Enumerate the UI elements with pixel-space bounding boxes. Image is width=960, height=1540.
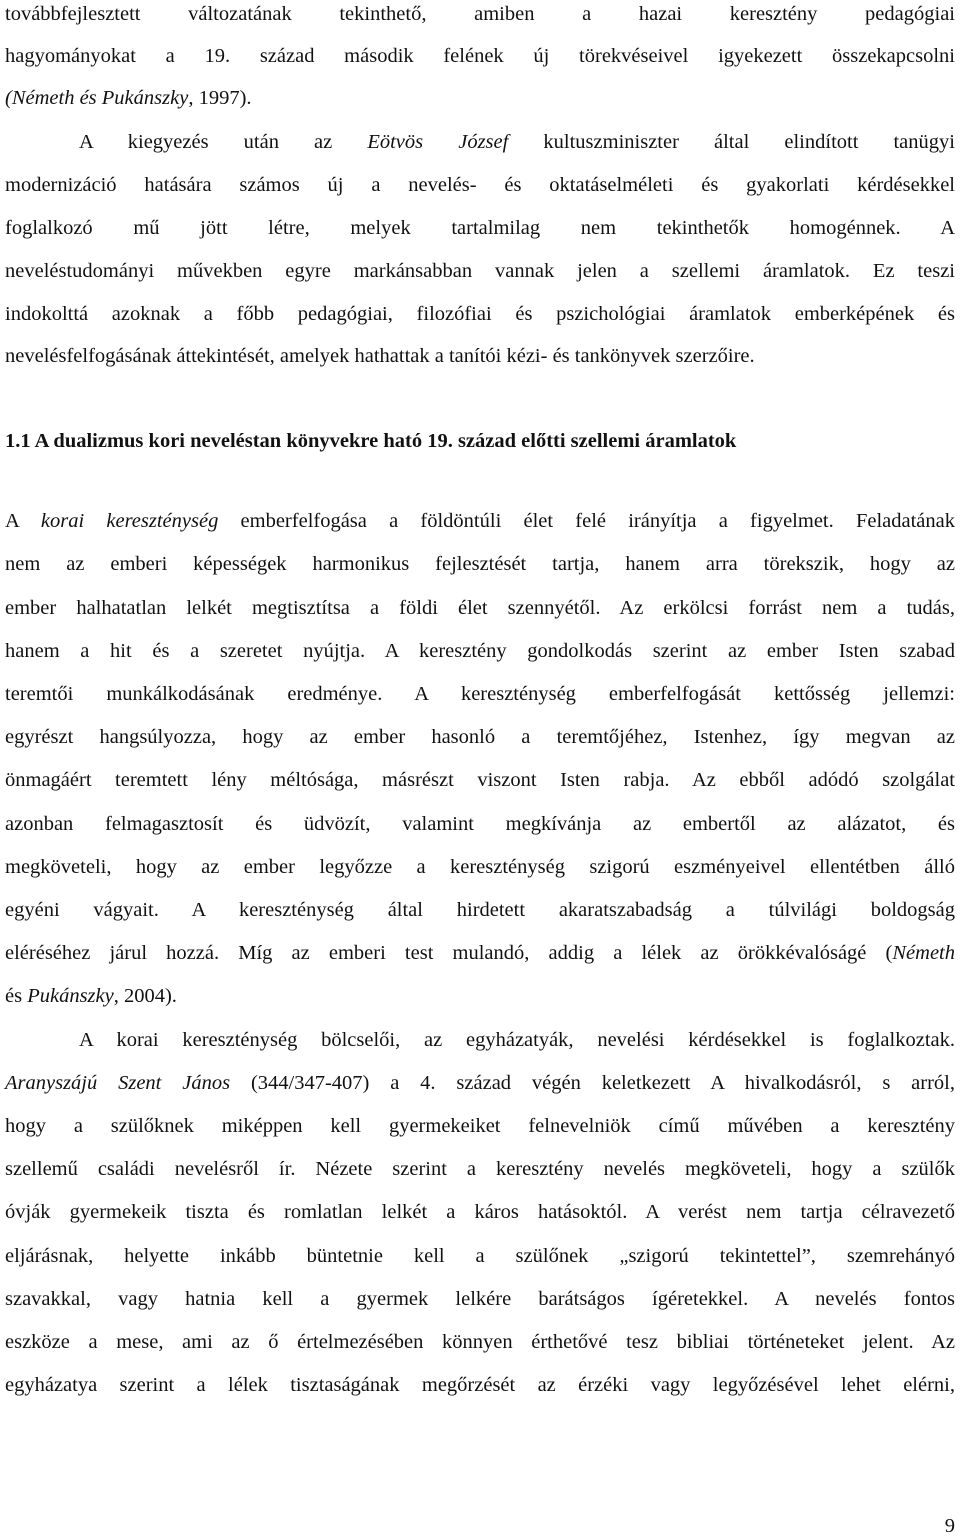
text-run: A korai kereszténység bölcselői, az egyházatyák, nevelési kérdésekkel is foglalkoztak.	[79, 1029, 955, 1051]
text-run: nevelésfelfogásának áttekintését, amelyek hathattak a tanítói kézi- és tankönyvek szerzőire.	[5, 345, 755, 367]
text-line	[5, 1155, 955, 1183]
text-line	[5, 507, 955, 535]
text-run: ember halhatatlan lelkét megtisztítsa a földi élet szennyétől. Az erkölcsi forrást nem a tudás,	[5, 597, 955, 619]
italic-run: Németh	[892, 942, 955, 964]
text-line	[5, 637, 955, 665]
text-line	[5, 1198, 955, 1226]
text-line	[5, 680, 955, 708]
italic-run: (Németh és Pukánszky	[5, 87, 189, 109]
text-line	[5, 1069, 955, 1097]
text-run: hanem a hit és a szeretet nyújtja. A keresztény gondolkodás szerint az ember Isten szabad	[5, 640, 955, 662]
text-line	[5, 810, 955, 838]
text-line	[5, 939, 955, 967]
text-run: teremtői munkálkodásának eredménye. A kereszténység emberfelfogását kettősség jellemzi:	[5, 683, 955, 705]
text-line	[5, 0, 955, 28]
text-run: hagyományokat a 19. század második felének új törekvéseivel igyekezett összekapcsolni	[5, 45, 955, 67]
text-line	[5, 342, 955, 370]
text-run: szellemű családi nevelésről ír. Nézete szerint a keresztény nevelés megköveteli, hogy a szülők	[5, 1158, 955, 1180]
text-run: foglalkozó mű jött létre, melyek tartalmilag nem tekinthetők homogénnek. A	[5, 217, 955, 239]
text-line	[5, 1371, 955, 1399]
text-run: egyéni vágyait. A kereszténység által hirdetett akaratszabadság a túlvilági boldogság	[5, 899, 955, 921]
text-line	[5, 550, 955, 578]
text-line	[5, 896, 955, 924]
text-run: szavakkal, vagy hatnia kell a gyermek lelkére barátságos ígéretekkel. A nevelés fontos	[5, 1288, 955, 1310]
italic-run: Aranyszájú Szent János	[5, 1072, 231, 1094]
text-run: egyrészt hangsúlyozza, hogy az ember hasonló a teremtőjéhez, Istenhez, így megvan az	[5, 726, 955, 748]
text-line	[5, 300, 955, 328]
text-line	[5, 723, 955, 751]
text-run: , 2004).	[113, 985, 177, 1007]
text-line	[5, 84, 955, 112]
text-run: , 1997).	[188, 87, 252, 109]
text-run: emberfelfogása a földöntúli élet felé irányítja a figyelmet. Feladatának	[218, 510, 955, 532]
text-run: önmagáért teremtett lény méltósága, másrészt viszont Isten rabja. Az ebből adódó szolgálat	[5, 769, 955, 791]
text-run: neveléstudományi művekben egyre markánsabban vannak jelen a szellemi áramlatok. Ez teszi	[5, 260, 955, 282]
text-line	[5, 982, 955, 1010]
text-run: eljárásnak, helyette inkább büntetnie kell a szülőnek „szigorú tekintettel”, szemrehányó	[5, 1245, 955, 1267]
text-line	[5, 257, 955, 285]
text-run: indokolttá azoknak a főbb pedagógiai, filozófiai és pszichológiai áramlatok emberképének és	[5, 303, 955, 325]
text-run: A kiegyezés után az	[79, 131, 368, 153]
text-line	[5, 1285, 955, 1313]
text-run: óvják gyermekeik tiszta és romlatlan lelkét a káros hatásoktól. A verést nem tartja célravezető	[5, 1201, 955, 1223]
italic-run: Pukánszky	[27, 985, 114, 1007]
text-line	[5, 1328, 955, 1356]
text-run: azonban felmagasztosít és üdvözít, valamint megkívánja az embertől az alázatot, és	[5, 813, 955, 835]
text-run: modernizáció hatására számos új a nevelés- és oktatáselméleti és gyakorlati kérdésekkel	[5, 174, 955, 196]
text-run: és	[5, 985, 28, 1007]
text-line	[5, 766, 955, 794]
section-heading	[5, 427, 955, 455]
text-run: hogy a szülőknek miképpen kell gyermekeiket felnevelniök című művében a keresztény	[5, 1115, 955, 1137]
text-line	[5, 214, 955, 242]
text-run: továbbfejlesztett változatának tekinthető, amiben a hazai keresztény pedagógiai	[5, 3, 955, 25]
text-line	[5, 42, 955, 70]
text-line	[79, 128, 955, 156]
italic-run: Eötvös József	[367, 131, 509, 153]
italic-run: korai kereszténység	[40, 510, 219, 532]
text-line	[5, 594, 955, 622]
text-run: eszköze a mese, ami az ő értelmezésében könnyen érthetővé tesz bibliai történeteket jelent. Az	[5, 1331, 955, 1353]
text-run: nem az emberi képességek harmonikus fejlesztését tartja, hanem arra törekszik, hogy az	[5, 553, 955, 575]
text-line	[5, 853, 955, 881]
text-run: eléréséhez járul hozzá. Míg az emberi test mulandó, addig a lélek az örökkévalóságé (	[5, 942, 893, 964]
text-line	[5, 171, 955, 199]
text-run: 1.1 A dualizmus kori neveléstan könyvekre ható 19. század előtti szellemi áramlatok	[5, 430, 737, 452]
text-line	[5, 1242, 955, 1270]
text-run: A	[5, 510, 41, 532]
text-line	[5, 1112, 955, 1140]
text-run: kultuszminiszter által elindított tanügyi	[508, 131, 955, 153]
text-run: egyházatya szerint a lélek tisztaságának megőrzését az érzéki vagy legyőzésével lehet elérni,	[5, 1374, 955, 1396]
page-number: 9	[944, 1515, 955, 1537]
text-line	[79, 1026, 955, 1054]
text-run: (344/347-407) a 4. század végén keletkezett A hivalkodásról, s arról,	[230, 1072, 955, 1094]
text-run: megköveteli, hogy az ember legyőzze a kereszténység szigorú eszményeivel ellentétben álló	[5, 856, 955, 878]
